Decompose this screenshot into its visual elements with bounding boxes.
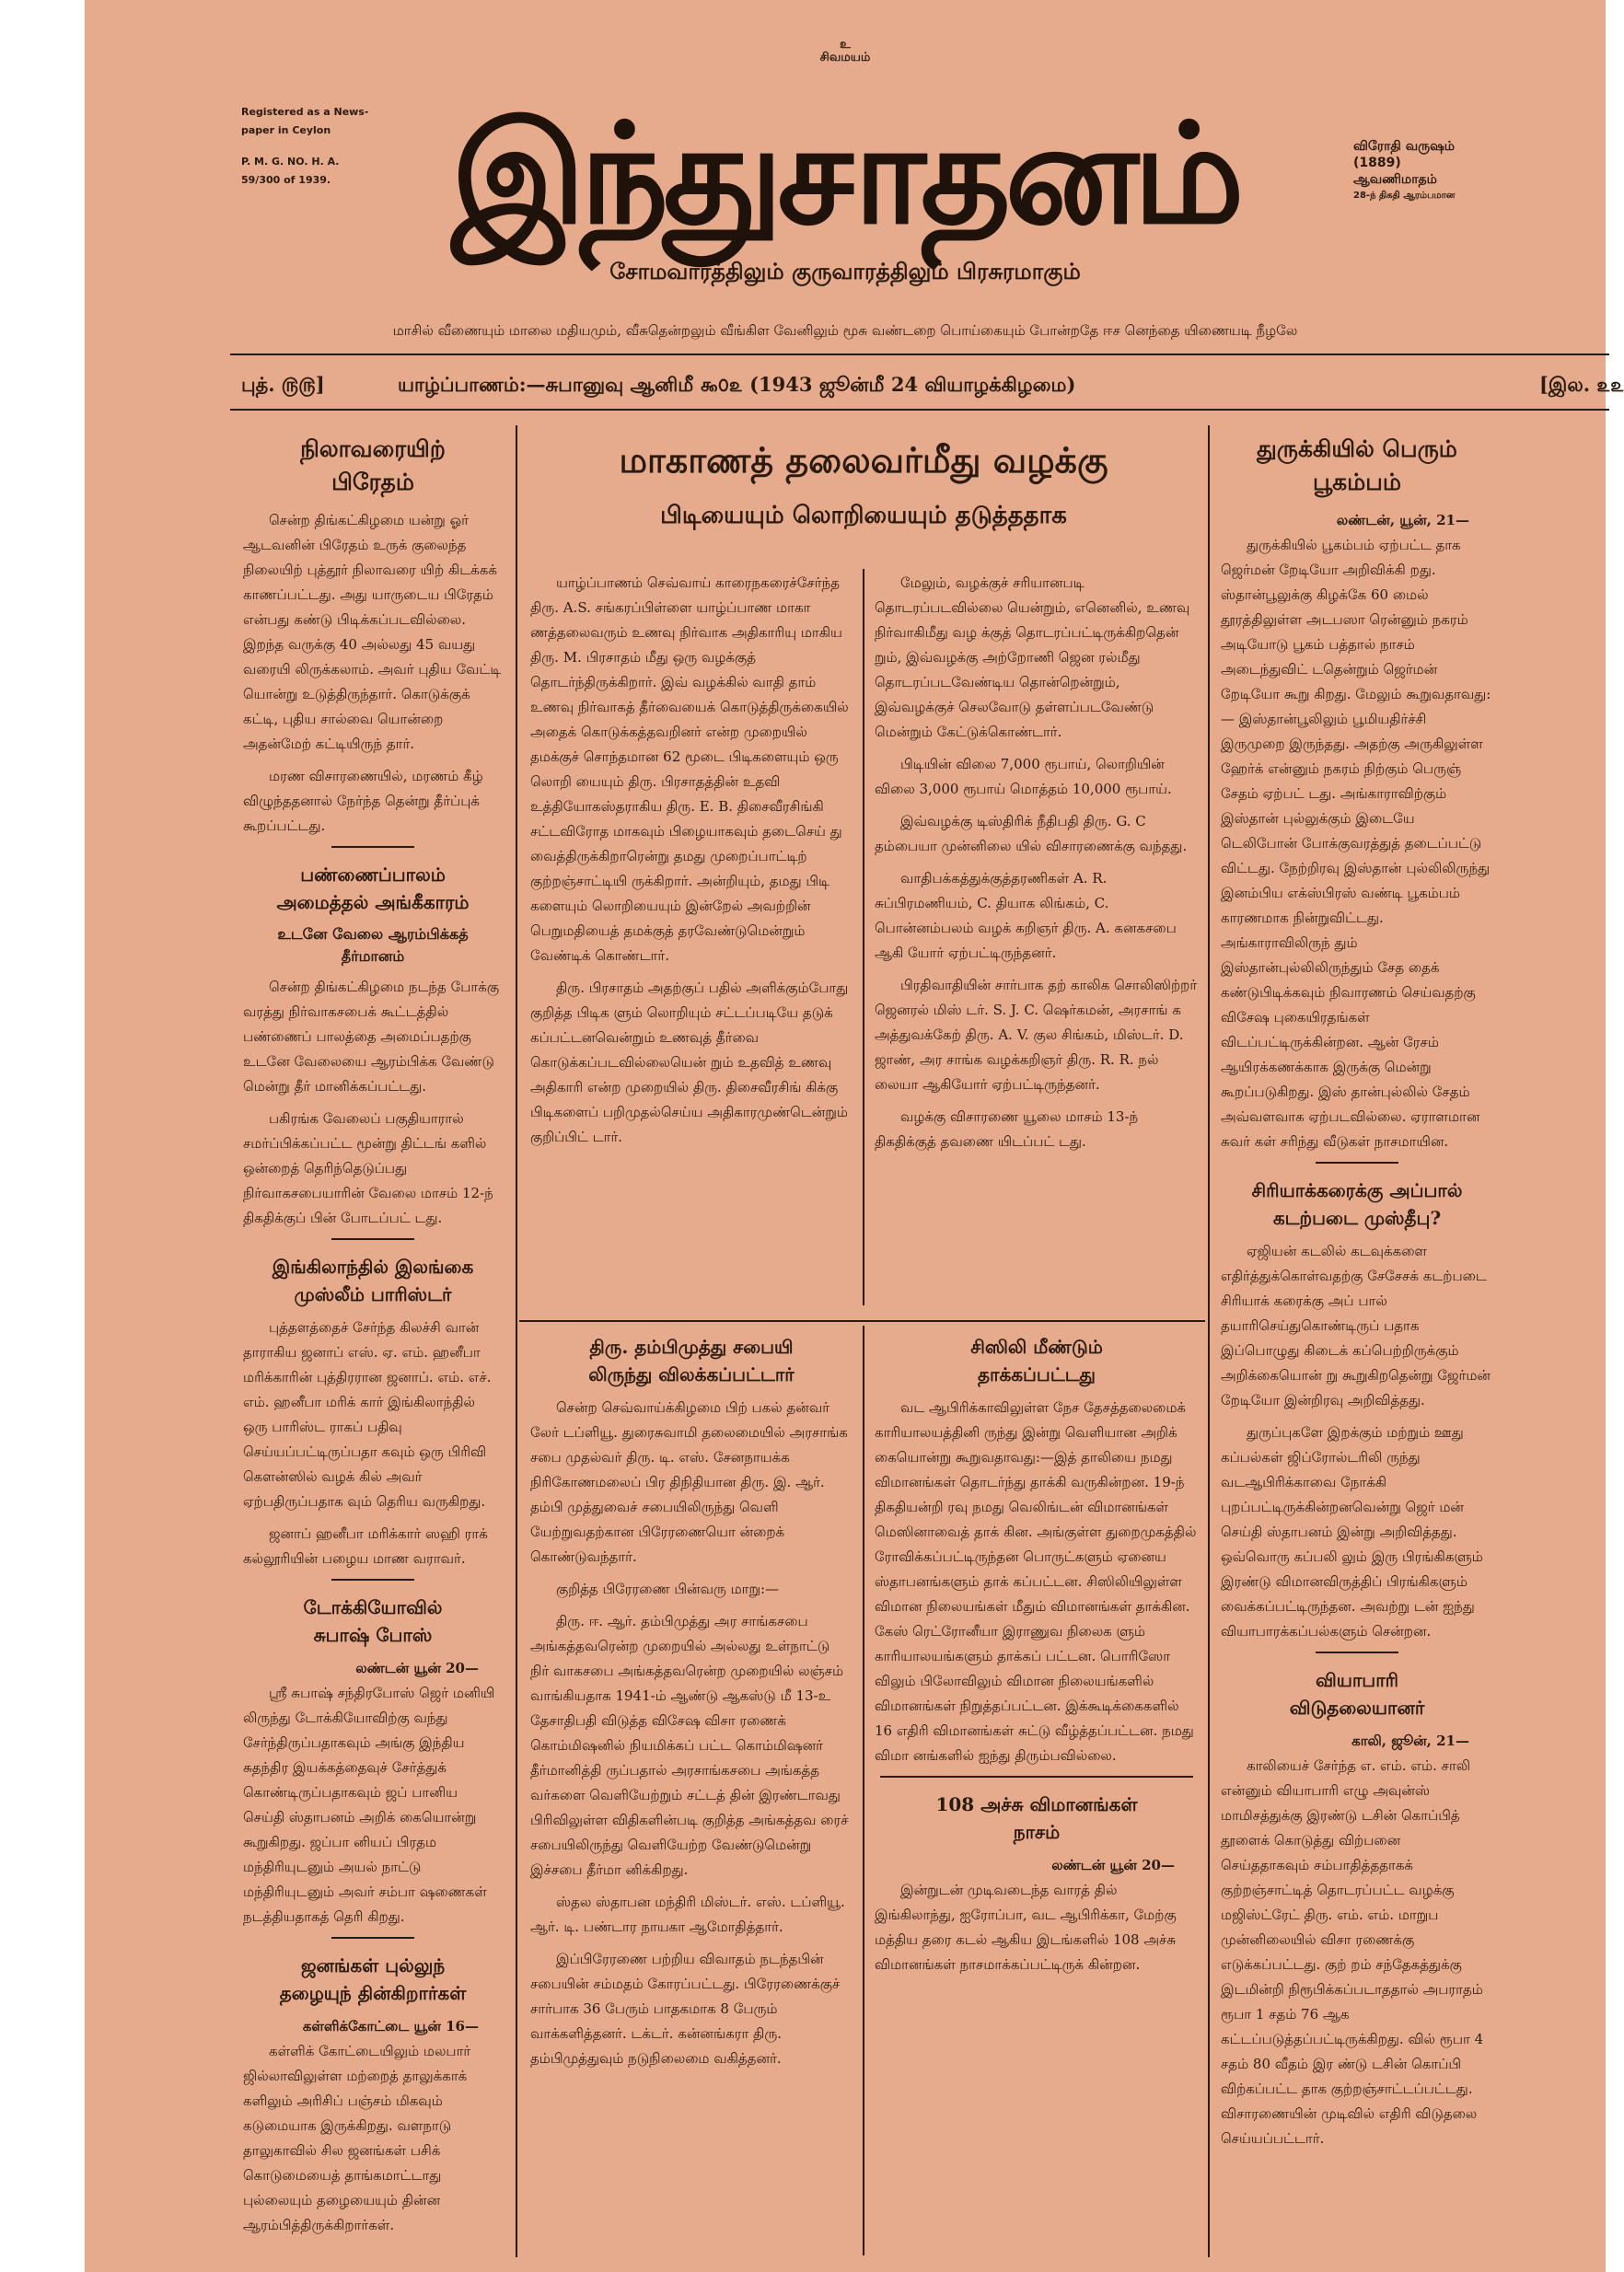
newspaper-page bbox=[85, 0, 1624, 2272]
top-rule bbox=[230, 354, 1609, 355]
article-paragraph: மரண விசாரணையில், மரணம் கீழ் விழுந்ததனால் நேர்ந்த தென்று தீர்ப்புக் கூறப்பட்டது. bbox=[243, 768, 483, 834]
dateline-text: லண்டன் யூன் 20— bbox=[1051, 1857, 1175, 1873]
dateline bbox=[232, 370, 1624, 403]
headline-turkey-quake: துருக்கியில் பெரும் பூகம்பம் bbox=[1257, 435, 1457, 495]
headline-pannai-bridge: பண்ணைப்பாலம் அமைத்தல் அங்கீகாரம் bbox=[276, 864, 470, 913]
headline-sicily: சிஸிலி மீண்டும் தாக்கப்பட்டது bbox=[970, 1336, 1103, 1385]
article-paragraph: திரு. ஈ. ஆர். தம்பிமுத்து அர சாங்கசபை அங்கத்தவரென்ற முறையில் அல்லது உள்நாட்டு நிர் வாகசபை அங்கத்தவரென்ற முறையில் லஞ்சம் வாங்கியதாக 1941-ம் ஆண்டு ஆகஸ்டு மீ 13-உ தேசாதிபதி விடுத்த விசேஷ விசா ரணைக் கொம்மிஷனில் நியமிக்கப் பட்ட கொம்மிஷனர் தீர்மானித்தி ருப்பதால் அரசாங்கசபை அங்கத்த வர்களை வெளியேற்றும் சட்டத் தின் இரண்டாவது பிரிவிலுள்ள விதிகளின்படி குறித்த அங்கத்தவ ரைச் சபையிலிருந்து வெளியேற்ற வேண்டுமென்று இச்சபை தீர்மா னிக்கிறது. bbox=[530, 1613, 849, 1878]
article-paragraph: வழக்கு விசாரணை யூலை மாசம் 13-ந் திகதிக்குத் தவணை யிடப்பட் டது. bbox=[875, 1108, 1139, 1150]
subheadline: உடனே வேலை ஆரம்பிக்கத் தீர்மானம் bbox=[277, 925, 469, 965]
article-paragraph: சென்ற திங்கட்கிழமை நடந்த போக்கு வரத்து நிர்வாகசபைக் கூட்டத்தில் பண்ணைப் பாலத்தை அமைப்பதற்கு உடனே வேலையை ஆரம்பிக்க வேண்டு மென்று தீர் மானிக்கப்பட்டது. bbox=[243, 979, 500, 1095]
short-divider bbox=[331, 1238, 414, 1240]
lead-subtitle: பிடியையும் லொறியையும் தடுத்ததாக bbox=[660, 502, 1067, 529]
lead-headline bbox=[523, 435, 1204, 534]
issue-number: [இல. ௨௨ bbox=[1539, 373, 1624, 396]
short-divider bbox=[1316, 1652, 1398, 1653]
article-paragraph: பிடியின் விலை 7,000 ரூபாய், லொறியின் விலை 3,000 ரூபாய் மொத்தம் 10,000 ரூபாய். bbox=[875, 756, 1172, 797]
article-paragraph: காலியைச் சேர்ந்த எ. எம். எம். சாலி என்னும் வியாபாரி எழு அவுன்ஸ் மாமிசத்துக்கு இரண்டு டசின் கொப்பித் தூளைக் கொடுத்து விற்பனை செய்ததாகவும் சம்பாதித்ததாகக் குற்றஞ்சாட்டித் தொடரப்பட்ட வழக்கு மஜிஸ்ட்ரேட் திரு. எம். எம். மாறுப முன்னிலையில் விசா ரணைக்கு எடுக்கப்பட்டது. குற் றம் சந்தேகத்துக்கு இடமின்றி நிரூபிக்கப்படாததால் அபராதம் ரூபா 1 சதம் 76 ஆக கட்டப்படுத்தப்பட்டிருக்கிறது. வில் ரூபா 4 சதம் 80 வீதம் இர ண்டு டசின் கொப்பி விற்கப்பட்ட தாக குற்றஞ்சாட்டப்பட்டது. விசாரணையின் முடிவில் எதிரி விடுதலை செய்யப்பட்டார். bbox=[1221, 1757, 1484, 2147]
dateline-text: காலி, ஜூன், 21— bbox=[1351, 1733, 1469, 1749]
article-paragraph: பகிரங்க வேலைப் பகுதியாரால் சமர்ப்பிக்கப்பட்ட மூன்று திட்டங் களில் ஒன்றைத் தெரிந்தெடுப்பது நிர்வாகசபையாரின் வேலை மாசம் 12-ந் திகதிக்குப் பின் போடப்பட் டது. bbox=[243, 1110, 493, 1226]
article-paragraph: துருப்புகளே இறக்கும் மற்றும் ஊது கப்பல்கள் ஜிப்ரோல்டரிலி ருந்து வடஆபிரிக்காவை நோக்கி புறப்பட்டிருக்கின்றனவென்று ஜெர் மன் செய்தி ஸ்தாபனம் இன்று அறிவித்தது. ஒவ்வொரு கப்பலி லும் இரு பிரங்கிகளும் இரண்டு விமானவிருத்திப் பிரங்கிகளும் வைக்கப்பட்டிருந்தன. அவற்று டன் ஐந்து வியாபாரக்கப்பல்களும் சென்றன. bbox=[1221, 1424, 1483, 1640]
year-info bbox=[1353, 138, 1491, 204]
column-divider bbox=[1208, 425, 1210, 2257]
year-line: விரோதி வருஷம் bbox=[1353, 139, 1456, 154]
article-paragraph: பிரதிவாதியின் சார்பாக தற் காலிக சொலிஸிற்றர் ஜெனரல் மிஸ் டர். S. J. C. ஷெர்கமன், அரசாங் க அத்துவக்கேற் திரு. A. V. குல சிங்கம், மிஸ்டர். D. ஜாண், அர சாங்க வழக்கறிஞர் திரு. R. R. நல் லையா ஆகியோர் ஏற்பட்டிருந்தனர். bbox=[875, 977, 1198, 1093]
lower-column-1 bbox=[530, 1329, 853, 2250]
volume-number: புத். ௫௫] bbox=[241, 373, 325, 396]
article-paragraph: ஏஜியன் கடலில் கடவுக்களை எதிர்த்துக்கொள்வதற்கு சேசேசக் கடற்படை சிரியாக் கரைக்கு அப் பால் தயாரிசெய்துகொண்டிருப் பதாக இப்பொழுது கிடைக் கப்பெற்றிருக்கும் அறிக்கையொன் று கூறுகிறதென்று ஜேர்மன் றேடியோ இன்றிரவு அறிவித்தது. bbox=[1221, 1243, 1491, 1408]
column-right bbox=[1221, 433, 1493, 2255]
lower-column-2 bbox=[875, 1329, 1199, 2250]
article-paragraph: வட ஆபிரிக்காவிலுள்ள நேச தேசத்தலைமைக் காரியாலயத்தினி ருந்து இன்று வெளியான அறிக் கையொன்று கூறுவதாவது:—இத் தாலியை நமது விமானங்கள் தொடர்ந்து தாக்கி வருகின்றன. 19-ந் திகதியன்றி ரவு நமது வெலிங்டன் விமானங்கள் மெஸினாவைத் தாக் கின. அங்குள்ள துறைமுகத்தில் ரோவிக்கப்பட்டிருந்தன பொருட்களும் ஏனைய ஸ்தாபனங்களும் தாக் கப்பட்டன. சிஸிலியிலுள்ள விமான நிலையங்கள் மீதும் விமானங்கள் தாக்கின. கேஸ் ரெட்ரோனீயா இராணுவ நிலைக ளும் காரியாலயங்களும் தாக்கப் பட்டன. பொரிஸோ விலும் பிலோவிலும் விமான நிலையங்களில் விமானங்கள் நிறுத்தப்பட்டன. இக்கூடிக்கைகளில் 16 எதிரி விமானங்கள் சுட்டு வீழ்த்தப்பட்டன. நமது விமா னங்களில் ஐந்து திரும்பவில்லை. bbox=[875, 1399, 1197, 1764]
section-divider bbox=[519, 1320, 1205, 1322]
short-divider bbox=[880, 1776, 1193, 1778]
headline-subhas-bose: டோக்கியோவில் சுபாஷ் போஸ் bbox=[303, 1596, 443, 1646]
headline-thambimuthu: திரு. தம்பிமுத்து சபையி லிருந்து விலக்கப்பட்டார் bbox=[588, 1336, 795, 1385]
article-paragraph: யாழ்ப்பாணம் செவ்வாய் காரைநகரைச்சேர்ந்த திரு. A.S. சங்கரப்பிள்ளை யாழ்ப்பாண மாகா ணத்தலைவரும் உணவு நிர்வாக அதிகாரியு மாகிய திரு. M. பிரசாதம் மீது ஒரு வழக்குத் தொடர்ந்திருக்கிறார். இவ் வழக்கில் வாதி தாம் உணவு நிர்வாகத் தீர்வையைக் கொடுத்திருக்கையில் அதைக் கொடுக்கத்தவறினர் என்ற முறையில் தமக்குச் சொந்தமான 62 மூடை பிடிகளையும் ஒரு லொறி யையும் திரு. பிரசாதத்தின் உதவி உத்தியோகஸ்தராகிய திரு. E. B. திசைவீரசிங்கி சட்டவிரோத மாகவும் பிழையாகவும் தடைசெய் து வைத்திருக்கிறாரென்று தமது முறைப்பாட்டிற் குற்றஞ்சாட்டியி ருக்கிறார். அன்றியும், தமது பிடி களையும் லொறியையும் இன்றேல் அவற்றின் பெறுமதியைத் தமக்குத் தரவேண்டுமென்றும் வேண்டிக் கொண்டார். bbox=[530, 574, 849, 964]
dateline-text: கள்ளிக்கோட்டை யூன் 16— bbox=[302, 2018, 479, 2034]
short-divider bbox=[331, 1579, 414, 1581]
article-paragraph: மேலும், வழக்குச் சரியானபடி தொடரப்படவில்லை யென்றும், எனெனில், உணவு நிர்வாகிமீது வழ க்குத் தொடரப்பட்டிருக்கிறதென் றும், இவ்வழக்கு அற்றோணி ஜென ரல்மீது தொடரப்படவேண்டிய தொன்றென்றும், இவ்வழக்குச் செலவோடு தள்ளப்படவேண்டு மென்றும் கேட்டுக்கொண்டார். bbox=[875, 574, 1190, 740]
registration-line: 59/300 of 1939. bbox=[241, 174, 331, 186]
article-paragraph: இப்பிரேரணை பற்றிய விவாதம் நடந்தபின் சபையின் சம்மதம் கோரப்பட்டது. பிரேரணைக்குச் சார்பாக 36 பேரும் பாதகமாக 8 பேரும் வாக்களித்தனர். டக்டர். கன்னங்கரா திரு. தம்பிமுத்துவும் நடுநிலைமை வகித்தனர். bbox=[530, 1951, 841, 2067]
registration-line: Registered as a News- bbox=[241, 106, 369, 118]
article-paragraph: துருக்கியில் பூகம்பம் ஏற்பட்ட தாக ஜெர்மன் றேடியோ அறிவிக்கி றது. ஸ்தான்பூலுக்கு கிழக்கே 60 மைல் தூரத்திலுள்ள அடபஸா ரென்னும் நகரம் அடியோடு பூகம் பத்தால் நாசம் அடைந்துவிட் டதென்றும் ஜெர்மன் றேடியோ கூறு கிறது. மேலும் கூறுவதாவது:— இஸ்தான்பூலிலும் பூமியதிர்ச்சி இருமுறை இருந்தது. அதற்கு அருகிலுள்ள ஹேர்க் என்னும் நகரம் நிற்கும் பெருஞ் சேதம் ஏற்பட் டது. அங்காராவிற்கும் இஸ்தான் புல்லுக்கும் இடையே டெலிபோன் போக்குவரத்துத் தடைப்பட்டு விட்டது. நேற்றிரவு இஸ்தான் புல்லிலிருந்து இனம்பிய எக்ஸ்பிரஸ் வண்டி பூகம்பம் காரணமாக நின்றுவிட்டது. அங்காராவிலிருந் தும் இஸ்தான்புல்லிலிருந்தும் சேத தைக் கண்டுபிடிக்கவும் நிவாரணம் செய்வதற்கு விசேஷ புகையிரதங்கள் விடப்பட்டிருக்கின்றன. ஆன் ரேசம் ஆயிரக்கணக்காக இருக்கு மென்று கூறப்படுகிறது. இஸ் தான்புல்லில் சேதம் அவ்வளவாக ஏற்படவில்லை. ஏராளமான சுவர் கள் சரிந்து வீடுகள் நாசமாயின. bbox=[1221, 537, 1491, 1150]
year-line: 28-ந் திகதி ஆரம்பமான bbox=[1353, 191, 1456, 201]
lead-title: மாகாணத் தலைவர்மீது வழக்கு bbox=[619, 439, 1108, 481]
article-paragraph: ஸ்ரீ சுபாஷ் சந்திரபோஸ் ஜெர் மனியி லிருந்து டோக்கியோவிற்கு வந்து சேர்ந்திருப்பதாகவும் அங்கு இந்திய சுதந்திர இயக்கத்தைவுச் சேர்த்துக் கொண்டிருப்பதாகவும் ஜப் பானிய செய்தி ஸ்தாபனம் அறிக் கையொன்று கூறுகிறது. ஜப்பா னியப் பிரதம மந்திரியுடனும் அயல் நாட்டு மந்திரியுடனும் அவர் சம்பா ஷணைகள் நடத்தியதாகத் தெரி கிறது. bbox=[243, 1685, 495, 1925]
dateline-rule bbox=[230, 409, 1609, 411]
lead-column-1 bbox=[530, 571, 853, 1307]
invocation: உ சிவமயம் bbox=[819, 38, 871, 64]
column-divider bbox=[863, 1326, 864, 2255]
place-and-date: யாழ்ப்பாணம்:—சுபானுவு ஆனிமீ ௯௦௨ (1943 ஜூன்மீ 24 வியாழக்கிழமை) bbox=[398, 373, 1076, 396]
headline-syria-navy: சிரியாக்கரைக்கு அப்பால் கடற்படை முஸ்தீபு? bbox=[1251, 1179, 1463, 1229]
article-paragraph: வாதிபக்கத்துக்குத்தரணிகள் A. R. சுப்பிரமணியம், C. தியாக லிங்கம், C. பொன்னம்பலம் வழக் கறிஞர் திரு. A. கனகசபை ஆகி யோர் ஏற்பட்டிருந்தனர். bbox=[875, 870, 1177, 961]
headline-nilavarai: நிலாவரையிற் பிரேதம் bbox=[300, 435, 446, 495]
dateline-text: லண்டன், யூன், 21— bbox=[1336, 512, 1469, 528]
article-paragraph: புத்தளத்தைச் சேர்ந்த கிலச்சி வான் தாராகிய ஜனாப் எஸ். ஏ. எம். ஹனீபா மரிக்காரின் புத்திரரான ஜனாப். எம். எச். எம். ஹனீபா மரிக் கார் இங்கிலாந்தில் ஒரு பாரிஸ்ட ராகப் பதிவு செய்யப்பட்டிருப்பதா கவும் ஒரு பிரிவி கௌன்ஸில் வழக் கில் அவர் ஏற்பதிருப்பதாக வும் தெரிய வருகிறது. bbox=[243, 1319, 492, 1510]
article-paragraph: சென்ற செவ்வாய்க்கிழமை பிற் பகல் தன்வர் லேர் டப்ளியூ. துரைசுவாமி தலைமையில் அரசாங்க சபை முதல்வர் திரு. டி. எஸ். சேனநாயக்க நிரிகோணமலைப் பிர திநிதியான திரு. இ. ஆர். தம்பி முத்துவைச் சபையிலிருந்து வெளி யேற்றுவதற்கான பிரேரணையொ ன்றைக் கொண்டுவந்தார். bbox=[530, 1399, 848, 1565]
article-paragraph: திரு. பிரசாதம் அதற்குப் பதில் அளிக்கும்போது குறித்த பிடிக ளும் லொறியும் சட்டப்படியே தடுக் கப்பட்டனவென்றும் உணவுத் தீர்வை கொடுக்கப்படவில்லையென் றும் உதவித் உணவு அதிகாரி என்ற முறையில் திரு. திசைவீரசிங் கிக்கு பிடிகளைப் பறிமுதல்செய்ய அதிகாரமுண்டென்றும் குறிப்பிட் டார். bbox=[530, 980, 849, 1145]
column-divider bbox=[516, 425, 517, 2257]
column-left bbox=[243, 433, 503, 2255]
headline-axis-planes: 108 அச்சு விமானங்கள் நாசம் bbox=[935, 1793, 1138, 1843]
year-line: (1889) bbox=[1353, 156, 1401, 170]
column-divider bbox=[863, 569, 864, 1305]
article-paragraph: இவ்வழக்கு டிஸ்திரிக் நீதிபதி திரு. G. C தம்பையா முன்னிலை யில் விசாரணைக்கு வந்தது. bbox=[875, 813, 1188, 854]
year-line: ஆவணிமாதம் bbox=[1353, 172, 1437, 187]
registration-line: paper in Ceylon bbox=[241, 124, 331, 136]
article-paragraph: இன்றுடன் முடிவடைந்த வாரத் தில் இங்கிலாந்து, ஐரோப்பா, வட ஆபிரிக்கா, மேற்கு மத்திய தரை கடல் ஆகிய இடங்களில் 108 அச்சு விமானங்கள் நாசமாக்கப்பட்டிருக் கின்றன. bbox=[875, 1882, 1177, 1973]
dateline-text: லண்டன் யூன் 20— bbox=[355, 1660, 479, 1676]
short-divider bbox=[1316, 1162, 1398, 1164]
headline-famine: ஜனங்கள் புல்லுந் தழையுந் தின்கிறார்கள் bbox=[279, 1954, 467, 2004]
headline-muslim-barrister: இங்கிலாந்தில் இலங்கை முஸ்லீம் பாரிஸ்டர் bbox=[272, 1256, 474, 1305]
newspaper-masthead: இந்துசாதனம் bbox=[451, 95, 1239, 255]
article-paragraph: ஜனாப் ஹனீபா மரிக்கார் ஸஹி ராக் கல்லூரியின் பழைய மாண வராவர். bbox=[243, 1525, 488, 1567]
article-paragraph: கள்ளிக் கோட்டையிலும் மலபார் ஜில்லாவிலுள்ள மற்றைத் தாலுக்காக் களிலும் அரிசிப் பஞ்சம் மிகவும் கடுமையாக இருக்கிறது. வளநாடு தாலுகாவில் சில ஜனங்கள் பசிக் கொடுமையைத் தாங்கமாட்டாது புல்லையும் தழையையும் தின்ன ஆரம்பித்திருக்கிறார்கள். bbox=[243, 2043, 471, 2233]
publication-schedule: சோமவாரத்திலும் குருவாரத்திலும் பிரசுரமாகும் bbox=[609, 258, 1081, 284]
article-paragraph: குறித்த பிரேரணை பின்வரு மாறு:— bbox=[556, 1581, 780, 1597]
registration-line: P. M. G. NO. H. A. bbox=[241, 156, 340, 168]
lead-column-2 bbox=[875, 571, 1199, 1307]
headline-merchant-acquitted: வியாபாரி விடுதலையானர் bbox=[1289, 1669, 1425, 1719]
motto: மாசில் வீணையும் மாலை மதியமும், வீசுதென்றலும் வீங்கிள வேனிலும் மூசு வண்டறை பொய்கையும் போன்றதே ஈச னெந்தை யிணையடி நீழலே bbox=[392, 322, 1298, 339]
short-divider bbox=[331, 846, 414, 848]
short-divider bbox=[331, 1937, 414, 1939]
article-paragraph: ஸ்தல ஸ்தாபன மந்திரி மிஸ்டர். எஸ். டப்ளியூ. ஆர். டி. பண்டார நாயகா ஆமோதித்தார். bbox=[530, 1894, 845, 1935]
article-paragraph: சென்ற திங்கட்கிழமை யன்று ஓர் ஆடவனின் பிரேதம் உருக் குலைந்த நிலையிற் புத்தூர் நிலாவரை யிற் கிடக்கக் காணப்பட்டது. அது யாருடைய பிரேதம் என்பது கண்டு பிடிக்கப்படவில்லை. இறந்த வருக்கு 40 அல்லது 45 வயது வரையி லிருக்கலாம். அவர் புதிய வேட்டி யொன்று உடுத்திருந்தார். கொடுக்குக் கட்டி, புதிய சால்வை யொன்றை அதன்மேற் கட்டியிருந் தார். bbox=[243, 512, 502, 752]
